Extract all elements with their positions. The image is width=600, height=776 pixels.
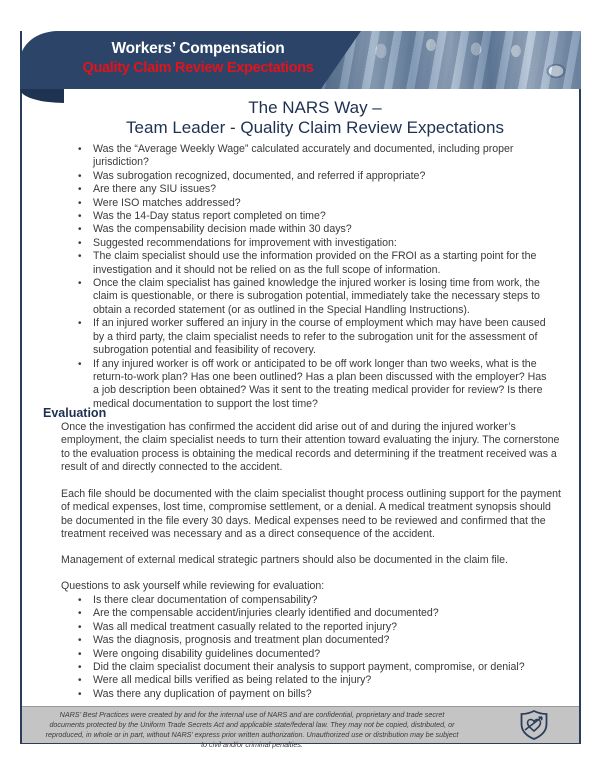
header-banner [20,31,581,89]
header-subtitle: Quality Claim Review Expectations [82,60,314,76]
list-item: • Was subrogation recognized, documented, and referred if appropriate? [93,170,553,183]
evaluation-heading: Evaluation [43,406,107,420]
list-item: • Are the compensable accident/injuries clearly identified and documented? [93,607,563,620]
evaluation-paragraph-1: Once the investigation has confirmed the accident did arise out of and during the injured worker’s employment, the claim specialist needs to turn their attention toward evaluating the injury. The cornerstone to the evaluation process is obtaining the medical records and determining if the treatment received was a result of and directly connected to the accident. [61,421,560,474]
list-item: • Was the “Average Weekly Wage” calculated accurately and documented, including proper jurisdiction? [93,143,553,170]
list-item: • Was the diagnosis, prognosis and treatment plan documented? [93,634,563,647]
list-item: • Once the claim specialist has gained knowledge the injured worker is losing time from work, the claim is questionable, or there is subrogation potential, immediately take the necessary steps to obtain a recorded statement (or as outlined in the Special Handling Instructions). [93,277,553,317]
footer-disclaimer: NARS’ Best Practices were created by and for the internal use of NARS and are confidential, proprietary and trade secret documents protected by the Uniform Trade Secrets Act and applicable state/federal law. They may not be copied, distributed, or reproduced, in whole or in part, without NARS’ express prior written authorization. Unauthorized use or distribution may be subject to civil and/or criminal penalties. [45,710,459,749]
investigation-checklist [93,143,553,411]
evaluation-paragraph-2: Each file should be documented with the claim specialist thought process outlining support for the payment of medical expenses, lost time, compromise settlement, or a denial. A medical treatment synopsis should be documented in the file every 30 days. Medical expenses need to be reviewed and confirmed that the treatment received was necessary and as a direct consequence of the accident. [61,488,561,541]
document-title-line1: The NARS Way – [248,98,382,117]
list-item: • Were ISO matches addressed? [93,197,553,210]
list-item: • Was there any duplication of payment on bills? [93,688,563,701]
evaluation-questions [93,594,563,701]
list-item: • Was the 14-Day status report completed on time? [93,210,553,223]
header-photo-collage [321,31,581,89]
header-title: Workers’ Compensation [111,40,285,57]
list-item: • If any injured worker is off work or anticipated to be off work longer than two weeks, what is the return-to-work plan? Has one been outlined? Has a plan been discussed with the employer? Has a job description been obtained? Was it sent to the treating medical provider for review? Is there medical documentation to support the lost time? [93,358,553,412]
list-item: • Did the claim specialist document their analysis to support payment, compromise, or denial? [93,661,563,674]
list-item: • Were ongoing disability guidelines documented? [93,648,563,661]
footer [22,706,579,749]
evaluation-paragraph-3: Management of external medical strategic partners should also be documented in the claim file. [61,554,508,566]
document-title-line2: Team Leader - Quality Claim Review Expectations [126,118,504,137]
questions-intro: Questions to ask yourself while reviewing for evaluation: [61,580,325,592]
list-item: • Was the compensability decision made within 30 days? [93,223,553,236]
list-item: • Is there clear documentation of compensability? [93,594,563,607]
list-item: • Was all medical treatment casually related to the reported injury? [93,621,563,634]
document-title [60,98,570,138]
list-item: • Suggested recommendations for improvement with investigation: [93,237,553,250]
list-item: • Were all medical bills verified as being related to the injury? [93,674,563,687]
shield-heart-arrow-icon [518,709,550,741]
list-item: • Are there any SIU issues? [93,183,553,196]
list-item: • The claim specialist should use the information provided on the FROI as a starting point for the investigation and it should not be relied on as the full scope of information. [93,250,553,277]
list-item: • If an injured worker suffered an injury in the course of employment which may have been caused by a third party, the claim specialist needs to refer to the subrogation unit for the assessment of subrogation potential and feasibility of recovery. [93,317,553,357]
